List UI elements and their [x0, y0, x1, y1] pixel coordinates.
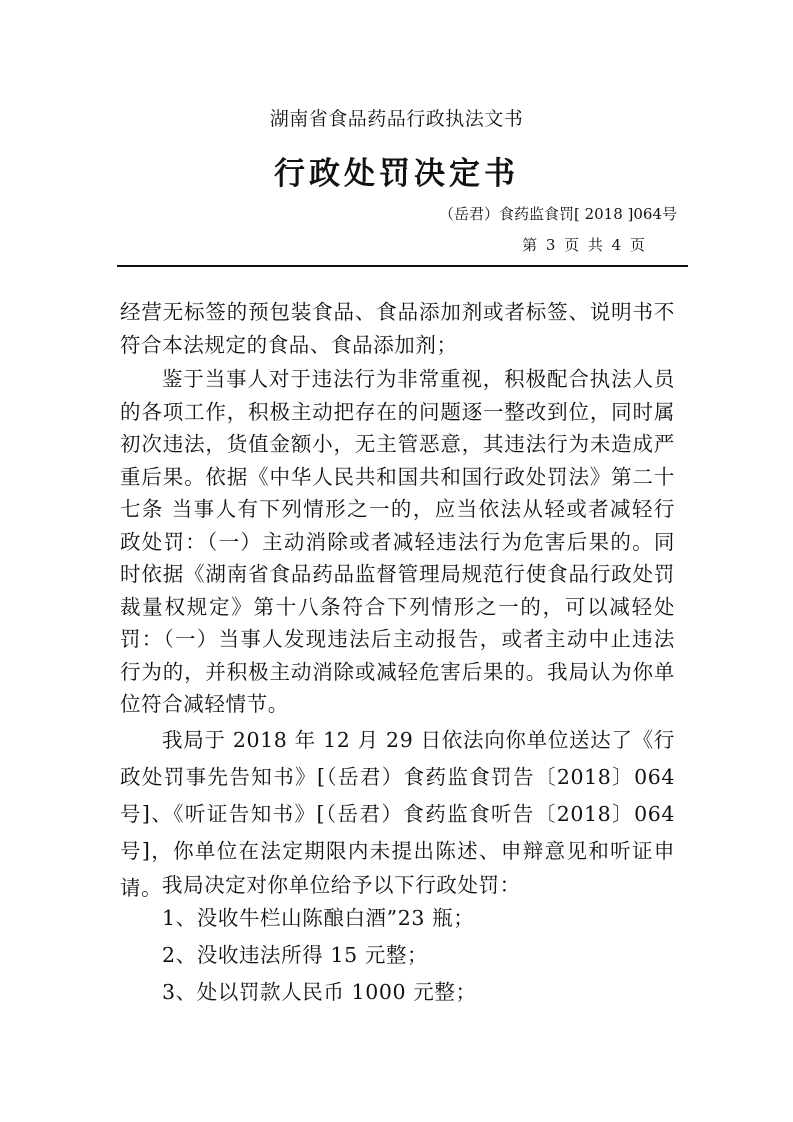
paragraph-mitigation: 鉴于当事人对于违法行为非常重视，积极配合执法人员的各项工作，积极主动把存在的问题逐一整改到位，同时属初次违法，货值金额小，无主管恶意，其违法行为未造成严重后果。依据《中华人民共和国共和国行政处罚法》第二十七条 当事人有下列情形之一的，应当依法从轻或者减轻行政处罚：（一）主动消除或者减轻违法行为危害后果的。同时依据《湖南省食品药品监督管理局规范行使食品行政处罚裁量权规定》第十八条符合下列情形之一的，可以减轻处罚：（一）当事人发现违法后主动报告，或者主动中止违法行为的，并积极主动消除或减轻危害后果的。我局认为你单位符合减轻情节。 [120, 367, 675, 716]
penalty-item: 3、处以罚款人民币 1000 元整； [162, 980, 477, 1004]
penalty-item: 2、没收违法所得 15 元整； [162, 943, 429, 967]
paragraph-decision: 我局决定对你单位给予以下行政处罚： [162, 873, 521, 897]
penalty-item: 1、没收牛栏山陈酿白酒”23 瓶； [162, 906, 475, 930]
document-number: （岳君）食药监食罚[ 2018 ]064号 [438, 205, 677, 223]
document-title: 行政处罚决定书 [274, 156, 519, 192]
paragraph-notice: 我局于 2018 年 12 月 29 日依法向你单位送达了《行政处罚事先告知书》[（岳君）食药监食罚告〔2018〕064 号]、《听证告知书》[（岳君）食药监食听告〔2018〕064 号]，你单位在法定期限内未提出陈述、申辩意见和听证申请。 [120, 728, 675, 900]
header-divider [117, 265, 688, 267]
penalty-list [162, 900, 682, 1011]
page-indicator: 第 3 页 共 4 页 [522, 236, 645, 254]
issuing-agency: 湖南省食品药品行政执法文书 [269, 108, 524, 130]
paragraph-continuation: 经营无标签的预包装食品、食品添加剂或者标签、说明书不符合本法规定的食品、食品添加剂； [120, 300, 675, 357]
